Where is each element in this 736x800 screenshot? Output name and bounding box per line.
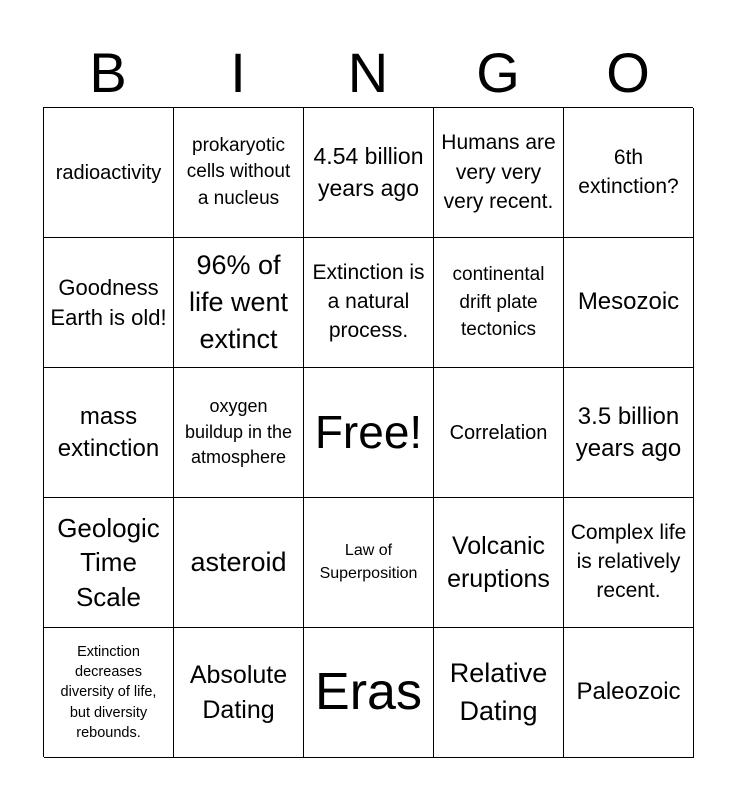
cell-text: Absolute Dating: [189, 661, 288, 724]
cell-text: continental drift plate tectonics: [452, 264, 545, 341]
bingo-cell[interactable]: [44, 498, 174, 628]
header-letter-g: G: [476, 41, 520, 104]
cell-text: Extinction decreases diversity of life, but diversity rebounds.: [60, 643, 157, 741]
cell-text: 4.54 billion years ago: [313, 143, 424, 201]
bingo-cell[interactable]: [434, 628, 564, 758]
header-letter-n: N: [347, 41, 389, 104]
bingo-cell[interactable]: [44, 238, 174, 368]
bingo-cell[interactable]: [44, 368, 174, 498]
bingo-cell[interactable]: [304, 238, 434, 368]
cell-text: radioactivity: [55, 161, 162, 184]
cell-text: Goodness Earth is old!: [50, 274, 167, 330]
bingo-cell[interactable]: [304, 368, 434, 498]
bingo-cell[interactable]: [44, 108, 174, 238]
cell-text: Extinction is a natural process.: [312, 261, 425, 342]
bingo-cell[interactable]: [564, 628, 694, 758]
bingo-cell[interactable]: [434, 368, 564, 498]
bingo-board: [43, 107, 693, 757]
bingo-cell[interactable]: [304, 498, 434, 628]
cell-text: Complex life is relatively recent.: [570, 521, 687, 602]
header-letter-b: B: [89, 41, 127, 104]
bingo-cell[interactable]: [44, 628, 174, 758]
bingo-cell[interactable]: [174, 368, 304, 498]
cell-text: mass extinction: [57, 403, 160, 462]
bingo-cell[interactable]: [564, 368, 694, 498]
bingo-cell[interactable]: [434, 498, 564, 628]
cell-text: Paleozoic: [576, 678, 681, 706]
cell-text: Eras: [315, 663, 422, 722]
bingo-header: [43, 40, 693, 106]
header-letter-i: I: [230, 41, 246, 104]
bingo-cell[interactable]: [564, 108, 694, 238]
bingo-cell[interactable]: [304, 628, 434, 758]
bingo-cell[interactable]: [174, 238, 304, 368]
bingo-cell[interactable]: [434, 238, 564, 368]
cell-text: Correlation: [449, 421, 548, 444]
cell-text: prokaryotic cells without a nucleus: [186, 134, 291, 209]
bingo-cell[interactable]: [174, 628, 304, 758]
cell-text: 6th extinction?: [578, 146, 679, 198]
bingo-cell[interactable]: [174, 108, 304, 238]
header-letter-o: O: [606, 41, 650, 104]
bingo-cell[interactable]: [434, 108, 564, 238]
bingo-cell[interactable]: [174, 498, 304, 628]
cell-text: oxygen buildup in the atmosphere: [184, 396, 293, 468]
cell-text: Geologic Time Scale: [57, 513, 160, 612]
bingo-cell[interactable]: [564, 498, 694, 628]
cell-text: Law of Superposition: [319, 542, 418, 582]
cell-text: Volcanic eruptions: [447, 531, 550, 593]
cell-text: 96% of life went extinct: [188, 249, 289, 355]
bingo-cell[interactable]: [304, 108, 434, 238]
bingo-cell[interactable]: [564, 238, 694, 368]
cell-text: Humans are very very very recent.: [441, 131, 556, 214]
cell-text: 3.5 billion years ago: [575, 402, 682, 462]
cell-text: Free!: [314, 405, 423, 458]
cell-text: Relative Dating: [449, 658, 548, 726]
cell-text: asteroid: [190, 547, 287, 578]
cell-text: Mesozoic: [577, 288, 680, 316]
